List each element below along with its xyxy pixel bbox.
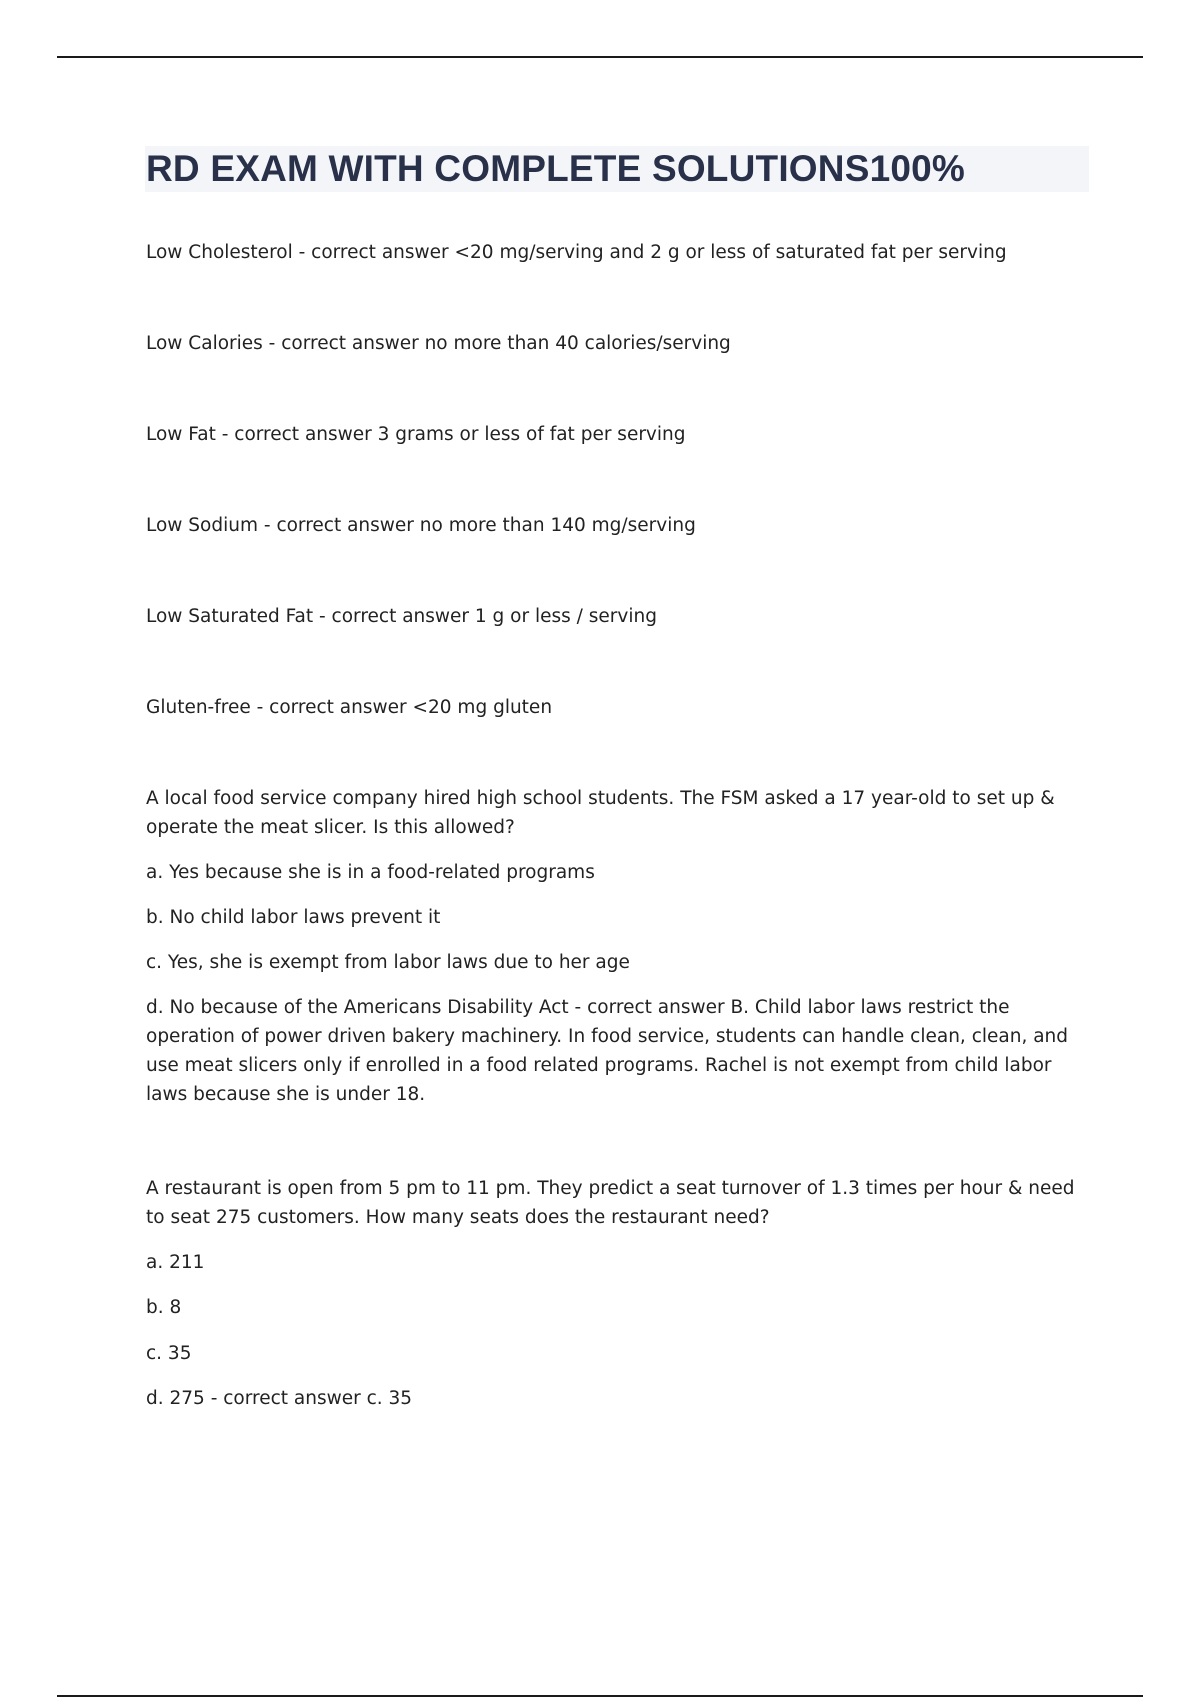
question-1-option-a: a. Yes because she is in a food-related programs [146,862,595,883]
question-2-option-d-answer: d. 275 - correct answer c. 35 [146,1388,413,1409]
definition-low-sodium: Low Sodium - correct answer no more than 140 mg/serving [146,515,696,536]
definition-low-cholesterol: Low Cholesterol - correct answer <20 mg/serving and 2 g or less of saturated fat per serving [146,242,1007,263]
document-title: RD EXAM WITH COMPLETE SOLUTIONS100% [146,148,966,189]
definition-low-calories: Low Calories - correct answer no more than 40 calories/serving [146,333,731,354]
question-1-option-c: c. Yes, she is exempt from labor laws due to her age [146,952,630,973]
question-2-option-c: c. 35 [146,1343,192,1364]
question-1-option-d-answer: d. No because of the Americans Disability Act - correct answer B. Child labor laws restrict the operation of power driven bakery machinery. In food service, students can handle clean, clean, and use meat slicers only if enrolled in a food related programs. Rachel is not exempt from child labor laws because she is under 18. [146,997,1069,1105]
question-1-option-b: b. No child labor laws prevent it [146,907,441,928]
top-rule [57,56,1143,58]
question-2-stem: A restaurant is open from 5 pm to 11 pm. They predict a seat turnover of 1.3 times per hour & need to seat 275 customers. How many seats does the restaurant need? [146,1178,1075,1228]
definition-low-fat: Low Fat - correct answer 3 grams or less of fat per serving [146,424,686,445]
question-2-option-a: a. 211 [146,1252,205,1273]
bottom-rule [57,1695,1143,1697]
definition-low-saturated-fat: Low Saturated Fat - correct answer 1 g or less / serving [146,606,657,627]
question-2-option-b: b. 8 [146,1297,182,1318]
definition-gluten-free: Gluten-free - correct answer <20 mg gluten [146,697,553,718]
question-1-stem: A local food service company hired high school students. The FSM asked a 17 year-old to set up & operate the meat slicer. Is this allowed? [146,788,1055,838]
